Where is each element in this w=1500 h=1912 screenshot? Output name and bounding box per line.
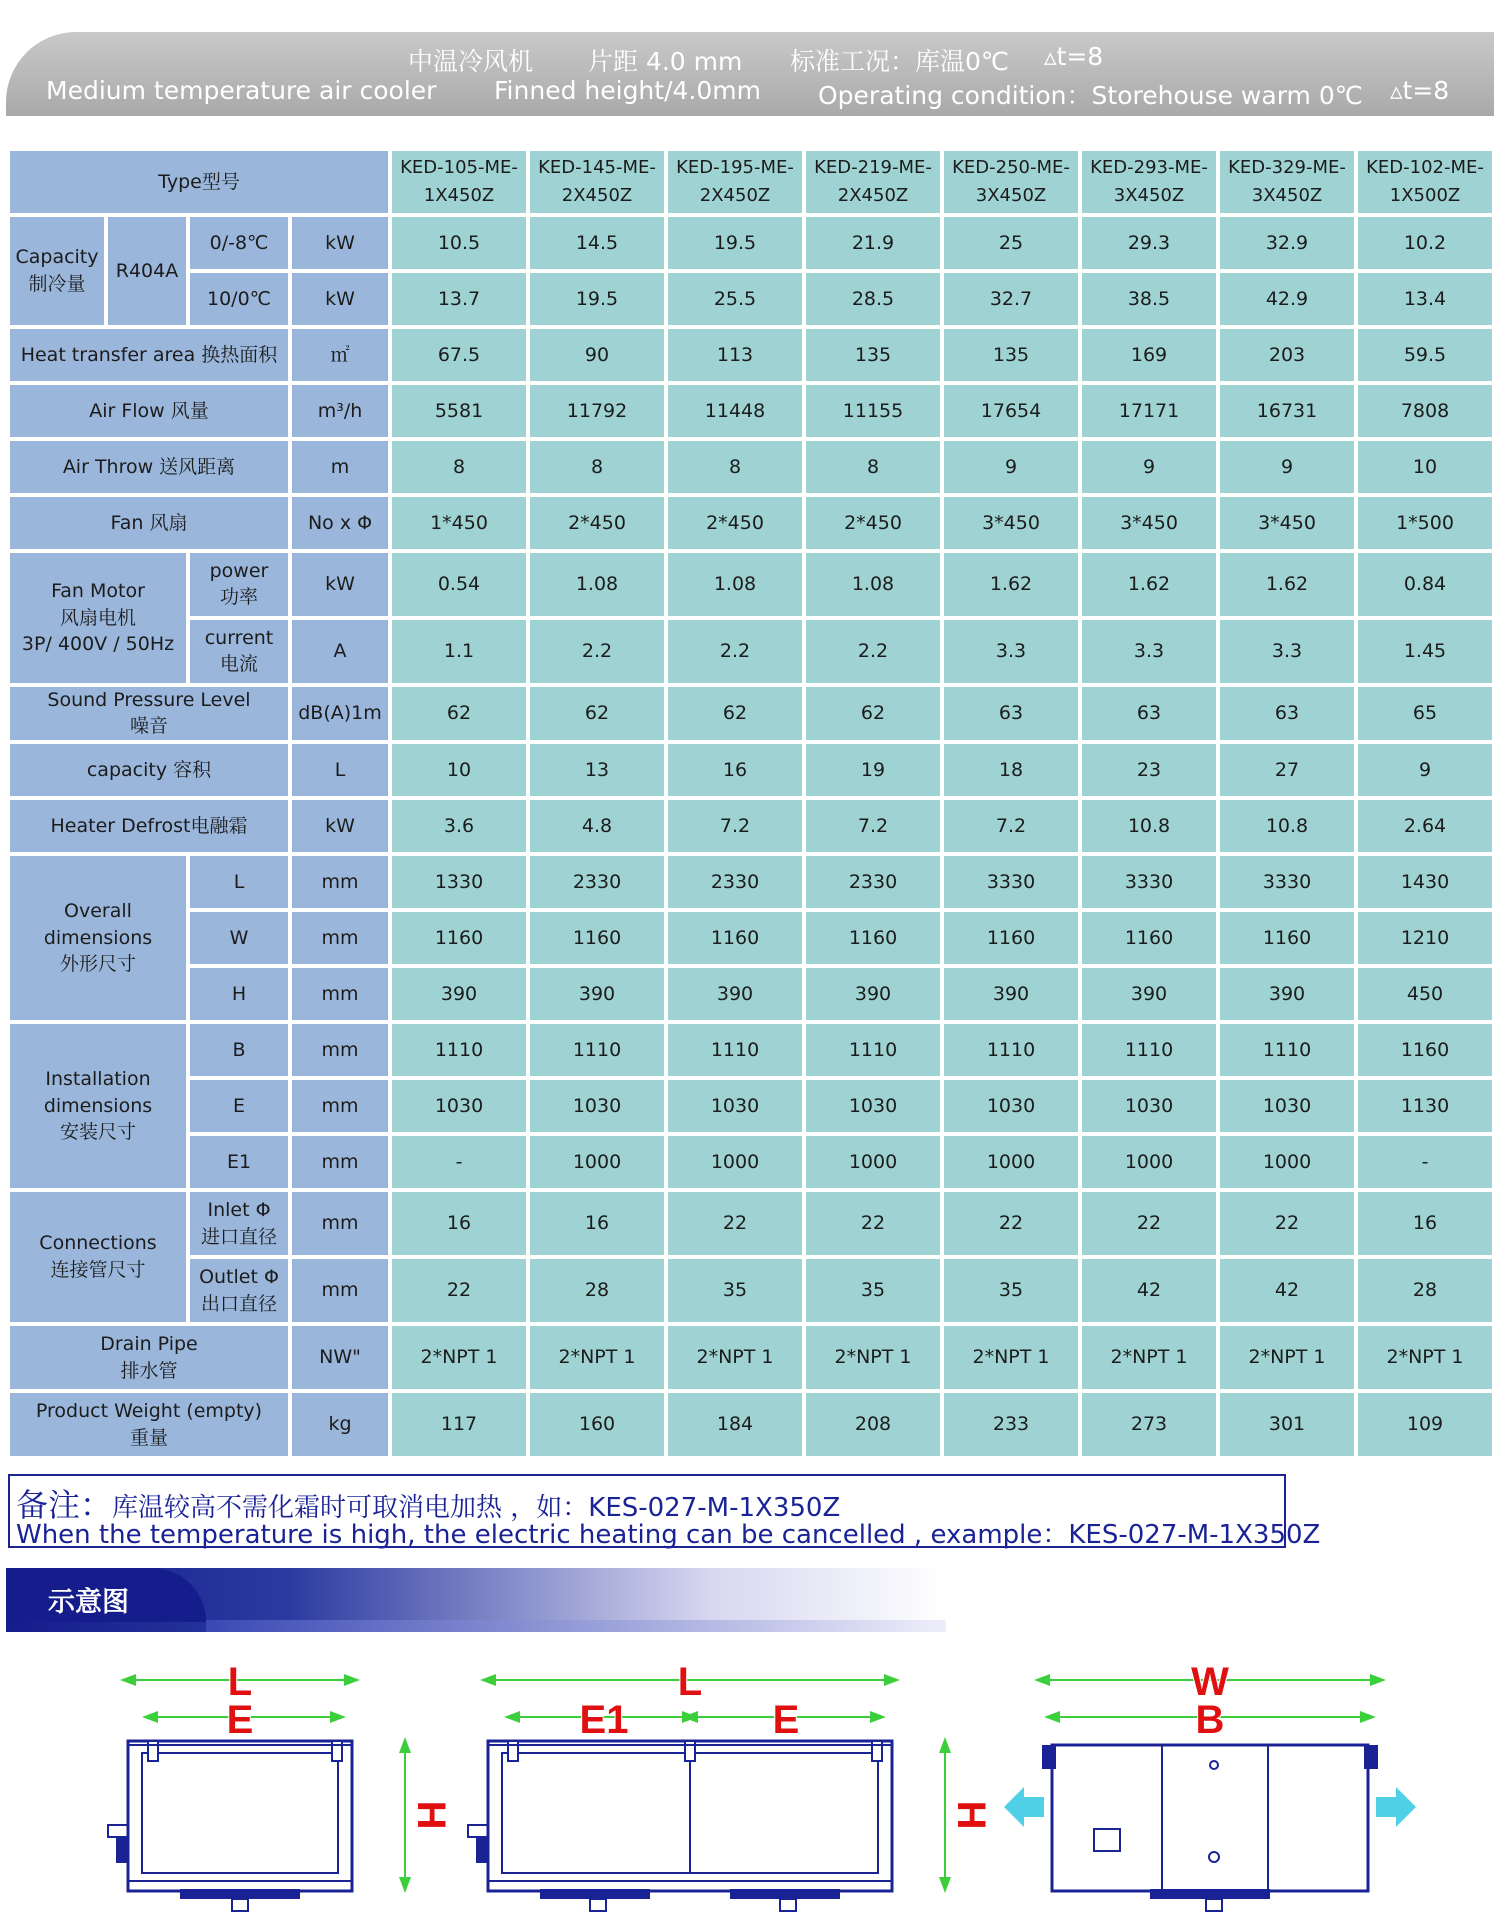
value-cell: 1.62 bbox=[944, 553, 1078, 616]
value-cell: 1330 bbox=[392, 856, 526, 908]
value-cell: 1210 bbox=[1358, 912, 1492, 964]
value-cell: 13.4 bbox=[1358, 273, 1492, 325]
value-cell: 1.62 bbox=[1220, 553, 1354, 616]
value-cell: 62 bbox=[668, 687, 802, 740]
value-cell: 1030 bbox=[1082, 1080, 1216, 1132]
row-volume bbox=[10, 744, 1492, 796]
unit-cell: ㎡ bbox=[292, 329, 388, 381]
value-cell: 1160 bbox=[530, 912, 664, 964]
dim-h-label: H bbox=[190, 968, 288, 1020]
value-cell: 11792 bbox=[530, 385, 664, 437]
value-cell: 160 bbox=[530, 1393, 664, 1456]
value-cell: 1430 bbox=[1358, 856, 1492, 908]
air-flow-label: Air Flow 风量 bbox=[10, 385, 288, 437]
value-cell: 62 bbox=[392, 687, 526, 740]
value-cell: 18 bbox=[944, 744, 1078, 796]
value-cell: 3*450 bbox=[944, 497, 1078, 549]
value-cell: 10.8 bbox=[1220, 800, 1354, 852]
value-cell: 1*450 bbox=[392, 497, 526, 549]
value-cell: 390 bbox=[806, 968, 940, 1020]
dim-label-e1: E1 bbox=[579, 1698, 629, 1742]
unit-cell: m bbox=[292, 441, 388, 493]
value-cell: 8 bbox=[392, 441, 526, 493]
value-cell: 10 bbox=[392, 744, 526, 796]
value-cell: 7.2 bbox=[944, 800, 1078, 852]
value-cell: 109 bbox=[1358, 1393, 1492, 1456]
value-cell: 1110 bbox=[392, 1024, 526, 1076]
value-cell: 13.7 bbox=[392, 273, 526, 325]
value-cell: 2*NPT 1 bbox=[1358, 1326, 1492, 1389]
row-dim-e1 bbox=[10, 1136, 1492, 1188]
value-cell: 2.2 bbox=[530, 620, 664, 683]
value-cell: 1030 bbox=[944, 1080, 1078, 1132]
row-inlet bbox=[10, 1192, 1492, 1255]
fan-motor-label: Fan Motor 风扇电机 3P/ 400V / 50Hz bbox=[10, 553, 186, 683]
value-cell: 208 bbox=[806, 1393, 940, 1456]
value-cell: 14.5 bbox=[530, 217, 664, 269]
value-cell: 3330 bbox=[944, 856, 1078, 908]
model-header: KED-219-ME- 2X450Z bbox=[806, 151, 940, 213]
value-cell: 10.8 bbox=[1082, 800, 1216, 852]
unit-cell: mm bbox=[292, 1024, 388, 1076]
value-cell: 28.5 bbox=[806, 273, 940, 325]
value-cell: 1030 bbox=[530, 1080, 664, 1132]
value-cell: 2.2 bbox=[668, 620, 802, 683]
unit-cell: mm bbox=[292, 1259, 388, 1322]
value-cell: 9 bbox=[1082, 441, 1216, 493]
value-cell: 1160 bbox=[668, 912, 802, 964]
fan-guard bbox=[730, 1889, 840, 1899]
unit-cell: L bbox=[292, 744, 388, 796]
value-cell: 390 bbox=[530, 968, 664, 1020]
airflow-arrow-right-icon bbox=[1376, 1787, 1416, 1827]
value-cell: 1.08 bbox=[806, 553, 940, 616]
port-circle bbox=[1209, 1852, 1219, 1862]
header-en-pitch: Finned height/4.0mm bbox=[494, 76, 761, 105]
pipe-connection bbox=[116, 1837, 128, 1863]
value-cell: 32.9 bbox=[1220, 217, 1354, 269]
junction-box bbox=[1094, 1829, 1120, 1851]
value-cell: 63 bbox=[1082, 687, 1216, 740]
port-circle bbox=[1210, 1761, 1218, 1769]
capacity-cond-2: 10/0℃ bbox=[190, 273, 288, 325]
row-motor-current bbox=[10, 620, 1492, 683]
unit-cell: kW bbox=[292, 553, 388, 616]
model-header: KED-145-ME- 2X450Z bbox=[530, 151, 664, 213]
model-header: KED-102-ME- 1X500Z bbox=[1358, 151, 1492, 213]
value-cell: 42 bbox=[1220, 1259, 1354, 1322]
value-cell: 169 bbox=[1082, 329, 1216, 381]
dim-l-label: L bbox=[190, 856, 288, 908]
value-cell: 3*450 bbox=[1082, 497, 1216, 549]
value-cell: 2*NPT 1 bbox=[806, 1326, 940, 1389]
value-cell: 1110 bbox=[1220, 1024, 1354, 1076]
note-prefix: 备注： bbox=[16, 1486, 113, 1524]
drawing-side-view bbox=[1004, 1660, 1416, 1911]
unit-cell: kW bbox=[292, 800, 388, 852]
value-cell: 22 bbox=[1220, 1192, 1354, 1255]
value-cell: 35 bbox=[806, 1259, 940, 1322]
value-cell: 3*450 bbox=[1220, 497, 1354, 549]
value-cell: 13 bbox=[530, 744, 664, 796]
drain-label: Drain Pipe 排水管 bbox=[10, 1326, 288, 1389]
value-cell: 22 bbox=[806, 1192, 940, 1255]
value-cell: 28 bbox=[530, 1259, 664, 1322]
row-type bbox=[10, 151, 1492, 213]
value-cell: 25.5 bbox=[668, 273, 802, 325]
dim-label-h: H bbox=[949, 1800, 993, 1830]
header-en-dt: ▵t=8 bbox=[1390, 76, 1450, 105]
value-cell: 9 bbox=[1358, 744, 1492, 796]
unit-cell: kW bbox=[292, 217, 388, 269]
value-cell: 29.3 bbox=[1082, 217, 1216, 269]
type-label: Type型号 bbox=[10, 151, 388, 213]
value-cell: 390 bbox=[392, 968, 526, 1020]
value-cell: 32.7 bbox=[944, 273, 1078, 325]
value-cell: 1.45 bbox=[1358, 620, 1492, 683]
dim-label-l: L bbox=[227, 1660, 253, 1704]
value-cell: 16 bbox=[1358, 1192, 1492, 1255]
value-cell: 1110 bbox=[806, 1024, 940, 1076]
value-cell: 1030 bbox=[668, 1080, 802, 1132]
volume-label: capacity 容积 bbox=[10, 744, 288, 796]
header-cn-dt: ▵t=8 bbox=[1044, 42, 1104, 71]
value-cell: 135 bbox=[806, 329, 940, 381]
value-cell: 2330 bbox=[806, 856, 940, 908]
pipe-connection bbox=[108, 1825, 128, 1837]
unit-cell: A bbox=[292, 620, 388, 683]
mount-bracket bbox=[1364, 1745, 1378, 1769]
value-cell: 117 bbox=[392, 1393, 526, 1456]
unit-cell: mm bbox=[292, 912, 388, 964]
overall-dimensions-label: Overall dimensions 外形尺寸 bbox=[10, 856, 186, 1020]
value-cell: 42.9 bbox=[1220, 273, 1354, 325]
value-cell: 1000 bbox=[1082, 1136, 1216, 1188]
model-header: KED-105-ME- 1X450Z bbox=[392, 151, 526, 213]
value-cell: 3.3 bbox=[1082, 620, 1216, 683]
value-cell: 1110 bbox=[530, 1024, 664, 1076]
dim-w-label: W bbox=[190, 912, 288, 964]
value-cell: 10 bbox=[1358, 441, 1492, 493]
defrost-label: Heater Defrost电融霜 bbox=[10, 800, 288, 852]
value-cell: 19.5 bbox=[668, 217, 802, 269]
value-cell: 1160 bbox=[1082, 912, 1216, 964]
unit-cell: No x Φ bbox=[292, 497, 388, 549]
air-throw-label: Air Throw 送风距离 bbox=[10, 441, 288, 493]
schematic-header-line bbox=[206, 1620, 946, 1632]
value-cell: 90 bbox=[530, 329, 664, 381]
row-capacity-2 bbox=[10, 273, 1492, 325]
value-cell: 390 bbox=[944, 968, 1078, 1020]
value-cell: 17654 bbox=[944, 385, 1078, 437]
value-cell: 1000 bbox=[530, 1136, 664, 1188]
value-cell: 390 bbox=[1082, 968, 1216, 1020]
value-cell: 22 bbox=[392, 1259, 526, 1322]
value-cell: 1130 bbox=[1358, 1080, 1492, 1132]
value-cell: 2*NPT 1 bbox=[530, 1326, 664, 1389]
model-header: KED-329-ME- 3X450Z bbox=[1220, 151, 1354, 213]
row-dim-e bbox=[10, 1080, 1492, 1132]
power-label: power 功率 bbox=[190, 553, 288, 616]
note-box bbox=[8, 1474, 1321, 1550]
value-cell: 9 bbox=[944, 441, 1078, 493]
current-label: current 电流 bbox=[190, 620, 288, 683]
value-cell: 35 bbox=[668, 1259, 802, 1322]
value-cell: 1160 bbox=[1220, 912, 1354, 964]
schematic-drawings bbox=[0, 1645, 1500, 1912]
row-weight bbox=[10, 1393, 1492, 1456]
header-en-name: Medium temperature air cooler bbox=[46, 76, 437, 105]
note-cn: 备注：库温较高不需化霜时可取消电加热 ，如：KES-027-M-1X350Z bbox=[16, 1486, 841, 1524]
inlet-label: Inlet Φ 进口直径 bbox=[190, 1192, 288, 1255]
value-cell: 8 bbox=[806, 441, 940, 493]
value-cell: 65 bbox=[1358, 687, 1492, 740]
value-cell: - bbox=[1358, 1136, 1492, 1188]
value-cell: 59.5 bbox=[1358, 329, 1492, 381]
value-cell: 0.54 bbox=[392, 553, 526, 616]
value-cell: 22 bbox=[1082, 1192, 1216, 1255]
value-cell: 16731 bbox=[1220, 385, 1354, 437]
unit-cell: mm bbox=[292, 1192, 388, 1255]
value-cell: 9 bbox=[1220, 441, 1354, 493]
model-header: KED-195-ME- 2X450Z bbox=[668, 151, 802, 213]
sound-label: Sound Pressure Level 噪音 bbox=[10, 687, 288, 740]
value-cell: 1110 bbox=[944, 1024, 1078, 1076]
unit-cell: mm bbox=[292, 856, 388, 908]
value-cell: 1000 bbox=[1220, 1136, 1354, 1188]
unit-cell: mm bbox=[292, 1136, 388, 1188]
value-cell: 1.62 bbox=[1082, 553, 1216, 616]
value-cell: 1110 bbox=[668, 1024, 802, 1076]
unit-cell: NW" bbox=[292, 1326, 388, 1389]
drain-outlet bbox=[1206, 1899, 1222, 1911]
value-cell: 1000 bbox=[668, 1136, 802, 1188]
outlet-label: Outlet Φ 出口直径 bbox=[190, 1259, 288, 1322]
value-cell: 7808 bbox=[1358, 385, 1492, 437]
value-cell: 19 bbox=[806, 744, 940, 796]
value-cell: - bbox=[392, 1136, 526, 1188]
value-cell: 2.2 bbox=[806, 620, 940, 683]
value-cell: 2*NPT 1 bbox=[392, 1326, 526, 1389]
installation-dimensions-label: Installation dimensions 安装尺寸 bbox=[10, 1024, 186, 1188]
model-header: KED-250-ME- 3X450Z bbox=[944, 151, 1078, 213]
row-outlet bbox=[10, 1259, 1492, 1322]
weight-label: Product Weight (empty) 重量 bbox=[10, 1393, 288, 1456]
value-cell: 28 bbox=[1358, 1259, 1492, 1322]
value-cell: 62 bbox=[806, 687, 940, 740]
fan-guard bbox=[180, 1889, 300, 1899]
unit-body bbox=[128, 1741, 352, 1891]
value-cell: 10.2 bbox=[1358, 217, 1492, 269]
fan-guard bbox=[540, 1889, 650, 1899]
dim-e-label: E bbox=[190, 1080, 288, 1132]
value-cell: 1160 bbox=[806, 912, 940, 964]
fan-label: Fan 风扇 bbox=[10, 497, 288, 549]
value-cell: 21.9 bbox=[806, 217, 940, 269]
row-defrost bbox=[10, 800, 1492, 852]
pipe-connection bbox=[476, 1837, 488, 1863]
row-dim-l bbox=[10, 856, 1492, 908]
value-cell: 1030 bbox=[392, 1080, 526, 1132]
value-cell: 1.08 bbox=[530, 553, 664, 616]
value-cell: 2*NPT 1 bbox=[1082, 1326, 1216, 1389]
unit-cell: mm bbox=[292, 968, 388, 1020]
value-cell: 19.5 bbox=[530, 273, 664, 325]
drawing-single-fan-unit bbox=[108, 1660, 453, 1911]
dim-e1-label: E1 bbox=[190, 1136, 288, 1188]
value-cell: 0.84 bbox=[1358, 553, 1492, 616]
value-cell: 233 bbox=[944, 1393, 1078, 1456]
value-cell: 203 bbox=[1220, 329, 1354, 381]
value-cell: 4.8 bbox=[530, 800, 664, 852]
spec-table bbox=[6, 136, 1496, 1460]
airflow-arrow-left-icon bbox=[1004, 1787, 1044, 1827]
row-heat-area bbox=[10, 329, 1492, 381]
value-cell: 2*450 bbox=[530, 497, 664, 549]
dim-label-e: E bbox=[226, 1698, 254, 1742]
value-cell: 135 bbox=[944, 329, 1078, 381]
value-cell: 1*500 bbox=[1358, 497, 1492, 549]
value-cell: 1.08 bbox=[668, 553, 802, 616]
value-cell: 63 bbox=[1220, 687, 1354, 740]
unit-cell: dB(A)1m bbox=[292, 687, 388, 740]
row-air-throw bbox=[10, 441, 1492, 493]
value-cell: 62 bbox=[530, 687, 664, 740]
value-cell: 273 bbox=[1082, 1393, 1216, 1456]
dim-label-w: W bbox=[1191, 1660, 1229, 1704]
value-cell: 16 bbox=[668, 744, 802, 796]
row-dim-h bbox=[10, 968, 1492, 1020]
value-cell: 1030 bbox=[806, 1080, 940, 1132]
value-cell: 8 bbox=[530, 441, 664, 493]
row-motor-power bbox=[10, 553, 1492, 616]
value-cell: 10.5 bbox=[392, 217, 526, 269]
value-cell: 2*NPT 1 bbox=[944, 1326, 1078, 1389]
value-cell: 390 bbox=[1220, 968, 1354, 1020]
value-cell: 7.2 bbox=[806, 800, 940, 852]
header-cn-condition: 标准工况：库温0℃ bbox=[790, 47, 1009, 76]
value-cell: 27 bbox=[1220, 744, 1354, 796]
value-cell: 42 bbox=[1082, 1259, 1216, 1322]
value-cell: 1160 bbox=[1358, 1024, 1492, 1076]
row-drain bbox=[10, 1326, 1492, 1389]
model-header: KED-293-ME- 3X450Z bbox=[1082, 151, 1216, 213]
value-cell: 2*NPT 1 bbox=[668, 1326, 802, 1389]
header-cn-name: 中温冷风机 bbox=[408, 47, 534, 76]
value-cell: 35 bbox=[944, 1259, 1078, 1322]
pipe-connection bbox=[468, 1825, 488, 1837]
header-en-condition: Operating condition：Storehouse warm 0℃ bbox=[818, 81, 1363, 110]
drain-outlet bbox=[590, 1899, 606, 1911]
capacity-cond-1: 0/-8℃ bbox=[190, 217, 288, 269]
coil-frame bbox=[142, 1753, 338, 1873]
row-capacity-1 bbox=[10, 217, 1492, 269]
header-cn-pitch: 片距 4.0 mm bbox=[588, 47, 743, 76]
value-cell: 1160 bbox=[944, 912, 1078, 964]
connections-label: Connections 连接管尺寸 bbox=[10, 1192, 186, 1322]
unit-cell: kg bbox=[292, 1393, 388, 1456]
value-cell: 2*450 bbox=[806, 497, 940, 549]
value-cell: 8 bbox=[668, 441, 802, 493]
value-cell: 17171 bbox=[1082, 385, 1216, 437]
value-cell: 1110 bbox=[1082, 1024, 1216, 1076]
value-cell: 11448 bbox=[668, 385, 802, 437]
value-cell: 2330 bbox=[530, 856, 664, 908]
value-cell: 22 bbox=[668, 1192, 802, 1255]
row-dim-b bbox=[10, 1024, 1492, 1076]
drawing-double-fan-unit bbox=[468, 1660, 993, 1911]
value-cell: 38.5 bbox=[1082, 273, 1216, 325]
value-cell: 11155 bbox=[806, 385, 940, 437]
value-cell: 16 bbox=[392, 1192, 526, 1255]
row-air-flow bbox=[10, 385, 1492, 437]
dim-label-h: H bbox=[409, 1800, 453, 1830]
mount-bracket bbox=[1042, 1745, 1056, 1769]
drain-outlet bbox=[780, 1899, 796, 1911]
value-cell: 1000 bbox=[806, 1136, 940, 1188]
unit-cell: kW bbox=[292, 273, 388, 325]
value-cell: 3.3 bbox=[944, 620, 1078, 683]
note-en: When the temperature is high, the electric heating can be cancelled , example：KES-027-M-1X350Z bbox=[16, 1520, 1321, 1550]
value-cell: 16 bbox=[530, 1192, 664, 1255]
drain-outlet bbox=[232, 1899, 248, 1911]
value-cell: 63 bbox=[944, 687, 1078, 740]
row-fan bbox=[10, 497, 1492, 549]
unit-cell: mm bbox=[292, 1080, 388, 1132]
unit-cell: m³/h bbox=[292, 385, 388, 437]
row-dim-w bbox=[10, 912, 1492, 964]
dim-label-l: L bbox=[677, 1660, 703, 1704]
value-cell: 7.2 bbox=[668, 800, 802, 852]
value-cell: 2*450 bbox=[668, 497, 802, 549]
value-cell: 301 bbox=[1220, 1393, 1354, 1456]
schematic-title: 示意图 bbox=[48, 1587, 129, 1618]
value-cell: 3330 bbox=[1220, 856, 1354, 908]
heat-area-label: Heat transfer area 换热面积 bbox=[10, 329, 288, 381]
value-cell: 3.3 bbox=[1220, 620, 1354, 683]
value-cell: 390 bbox=[668, 968, 802, 1020]
value-cell: 450 bbox=[1358, 968, 1492, 1020]
dim-label-b: B bbox=[1195, 1698, 1225, 1742]
value-cell: 23 bbox=[1082, 744, 1216, 796]
value-cell: 25 bbox=[944, 217, 1078, 269]
value-cell: 1030 bbox=[1220, 1080, 1354, 1132]
value-cell: 1160 bbox=[392, 912, 526, 964]
value-cell: 2*NPT 1 bbox=[1220, 1326, 1354, 1389]
value-cell: 2.64 bbox=[1358, 800, 1492, 852]
value-cell: 22 bbox=[944, 1192, 1078, 1255]
refrigerant-label: R404A bbox=[108, 217, 186, 325]
value-cell: 3.6 bbox=[392, 800, 526, 852]
value-cell: 3330 bbox=[1082, 856, 1216, 908]
fan-guard bbox=[1150, 1889, 1270, 1899]
value-cell: 67.5 bbox=[392, 329, 526, 381]
value-cell: 2330 bbox=[668, 856, 802, 908]
value-cell: 113 bbox=[668, 329, 802, 381]
value-cell: 5581 bbox=[392, 385, 526, 437]
row-sound bbox=[10, 687, 1492, 740]
dim-label-e: E bbox=[772, 1698, 800, 1742]
value-cell: 1000 bbox=[944, 1136, 1078, 1188]
dim-b-label: B bbox=[190, 1024, 288, 1076]
value-cell: 184 bbox=[668, 1393, 802, 1456]
value-cell: 1.1 bbox=[392, 620, 526, 683]
header-band bbox=[6, 32, 1494, 116]
capacity-label: Capacity 制冷量 bbox=[10, 217, 104, 325]
